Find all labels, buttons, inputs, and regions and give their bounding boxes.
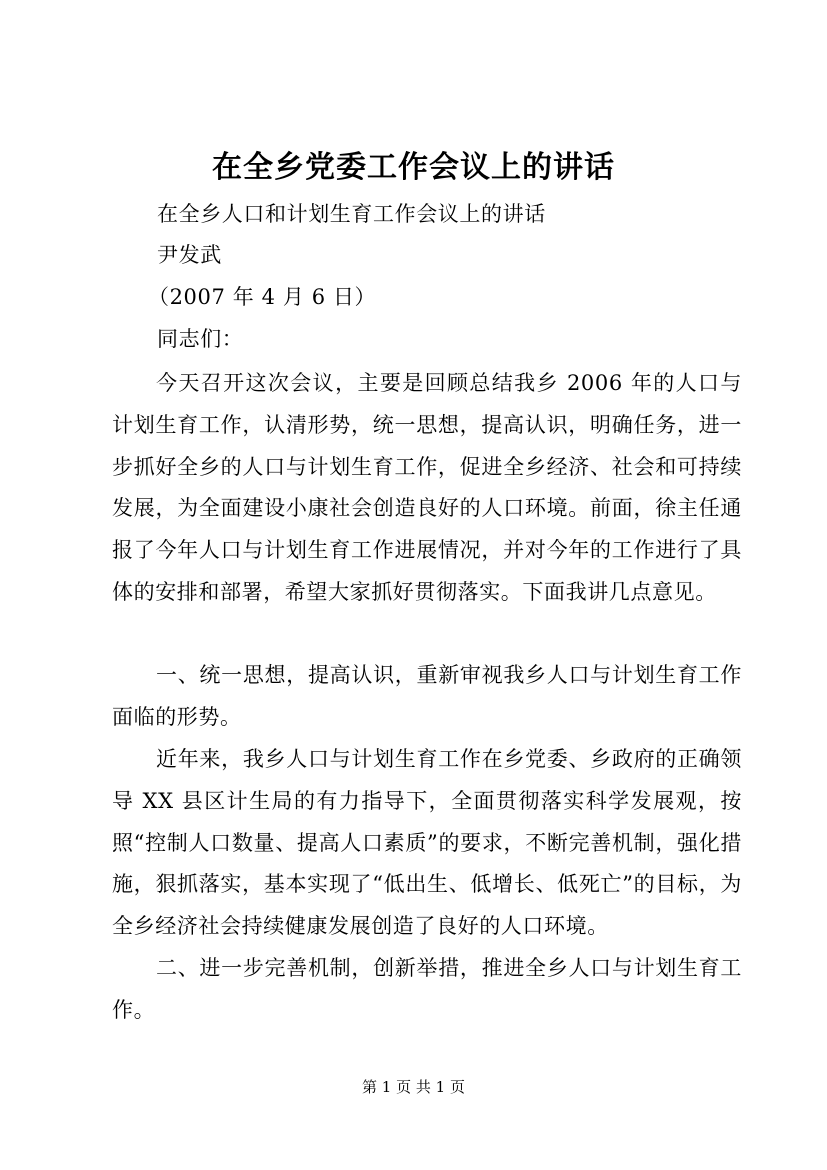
paragraph-recent-work: 近年来，我乡人口与计划生育工作在乡党委、乡政府的正确领导 XX 县区计生局的有力指导下，全面贯彻落实科学发展观，按照“控制人口数量、提高人口素质”的要求，不断完善机制，强化措施，狠抓落实，基本实现了“低出生、低增长、低死亡”的目标，为全乡经济社会持续健康发展创造了良好的人口环境。 [112, 747, 742, 939]
paragraph-section-two-heading: 二、进一步完善机制，创新举措，推进全乡人口与计划生育工作。 [112, 956, 742, 1022]
page-number-footer: 第 1 页 共 1 页 [362, 1078, 465, 1096]
author-name: 尹发武 [157, 243, 222, 267]
document-subtitle: 在全乡人口和计划生育工作会议上的讲话 [157, 202, 546, 226]
salutation: 同志们： [157, 327, 244, 351]
speech-date: （2007 年 4 月 6 日） [148, 285, 377, 309]
document-title: 在全乡党委工作会议上的讲话 [212, 150, 615, 185]
paragraph-section-one-heading: 一、统一思想，提高认识，重新审视我乡人口与计划生育工作面临的形势。 [112, 663, 742, 729]
paragraph-opening: 今天召开这次会议，主要是回顾总结我乡 2006 年的人口与计划生育工作，认清形势，统一思想，提高认识，明确任务，进一步抓好全乡的人口与计划生育工作，促进全乡经济、社会和可持续发展，为全面建设小康社会创造良好的人口环境。前面，徐主任通报了今年人口与计划生育工作进展情况，并对今年的工作进行了具体的安排和部署，希望大家抓好贯彻落实。下面我讲几点意见。 [112, 371, 742, 604]
